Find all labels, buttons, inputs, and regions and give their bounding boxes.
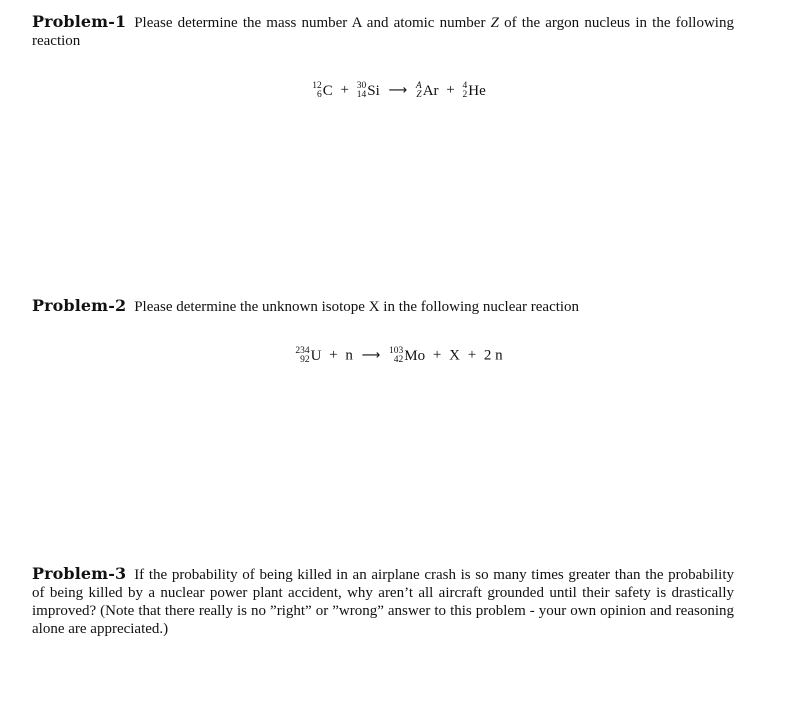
- nuclide-argon: [416, 82, 439, 100]
- problem-1-text-b: of the argon nucleus in the following reaction: [32, 15, 734, 49]
- nuclide-mass-number: 103: [389, 346, 404, 356]
- problem-1-title: Problem-1: [32, 12, 127, 31]
- nuclide-mass-number: A: [415, 81, 422, 91]
- plus-sign: +: [432, 347, 442, 364]
- plus-sign: +: [467, 347, 477, 364]
- nuclide-uranium: [295, 347, 321, 365]
- equation-1: [0, 82, 798, 100]
- nuclide-molybdenum: [389, 347, 425, 365]
- plus-sign: +: [340, 82, 349, 99]
- nuclide-symbol: U: [310, 347, 322, 364]
- problem-3-paragraph: [32, 565, 734, 638]
- neutron-symbol: n: [345, 347, 353, 364]
- plus-sign: +: [329, 347, 338, 364]
- problem-1-paragraph: [32, 13, 734, 50]
- nuclide-symbol: Mo: [404, 347, 426, 364]
- nuclide-atomic-number: 6: [317, 90, 322, 100]
- problem-1-text-a: Please determine the mass number A and atomic number: [134, 15, 491, 31]
- nuclide-symbol: Ar: [422, 82, 439, 99]
- nuclide-atomic-number: Z: [416, 90, 422, 100]
- nuclide-carbon: [312, 82, 333, 100]
- problem-3-text: If the probability of being killed in an airplane crash is so many times greater than the probability of being killed by a nuclear power plant accident, why aren’t all aircraft grounded until their safety is drastically improved? (Note that there really is no ”right” or ”wrong” answer to this problem - your own opinion and reasoning alone are appreciated.): [32, 567, 734, 637]
- nuclide-helium: [463, 82, 486, 100]
- problem-1: [32, 13, 734, 50]
- problem-2-paragraph: [32, 297, 734, 316]
- nuclide-mass-number: 4: [462, 81, 468, 91]
- equation-2: [0, 347, 798, 365]
- nuclide-atomic-number: 92: [300, 355, 310, 365]
- problem-2: [32, 297, 734, 316]
- nuclide-silicon: [357, 82, 380, 100]
- nuclide-atomic-number: 2: [462, 90, 468, 100]
- nuclide-mass-number: 234: [295, 346, 310, 356]
- nuclide-atomic-number: 14: [356, 90, 367, 100]
- plus-sign: +: [446, 82, 455, 99]
- problem-2-text: Please determine the unknown isotope X in the following nuclear reaction: [134, 299, 580, 315]
- two-neutrons-symbol: 2 n: [483, 347, 503, 364]
- nuclide-symbol: C: [322, 82, 333, 99]
- nuclide-mass-number: 12: [312, 81, 322, 91]
- nuclide-atomic-number: 42: [393, 355, 404, 365]
- reaction-arrow-icon: ⟶: [388, 83, 408, 99]
- nuclide-symbol: Si: [367, 82, 380, 99]
- problem-1-z-symbol: Z: [490, 15, 499, 31]
- problem-2-title: Problem-2: [32, 296, 127, 315]
- problem-3: [32, 565, 734, 638]
- nuclide-symbol: He: [468, 82, 486, 99]
- problem-3-title: Problem-3: [32, 564, 127, 583]
- reaction-arrow-icon: ⟶: [361, 348, 381, 364]
- unknown-isotope-symbol: X: [449, 347, 460, 364]
- nuclide-mass-number: 30: [356, 81, 367, 91]
